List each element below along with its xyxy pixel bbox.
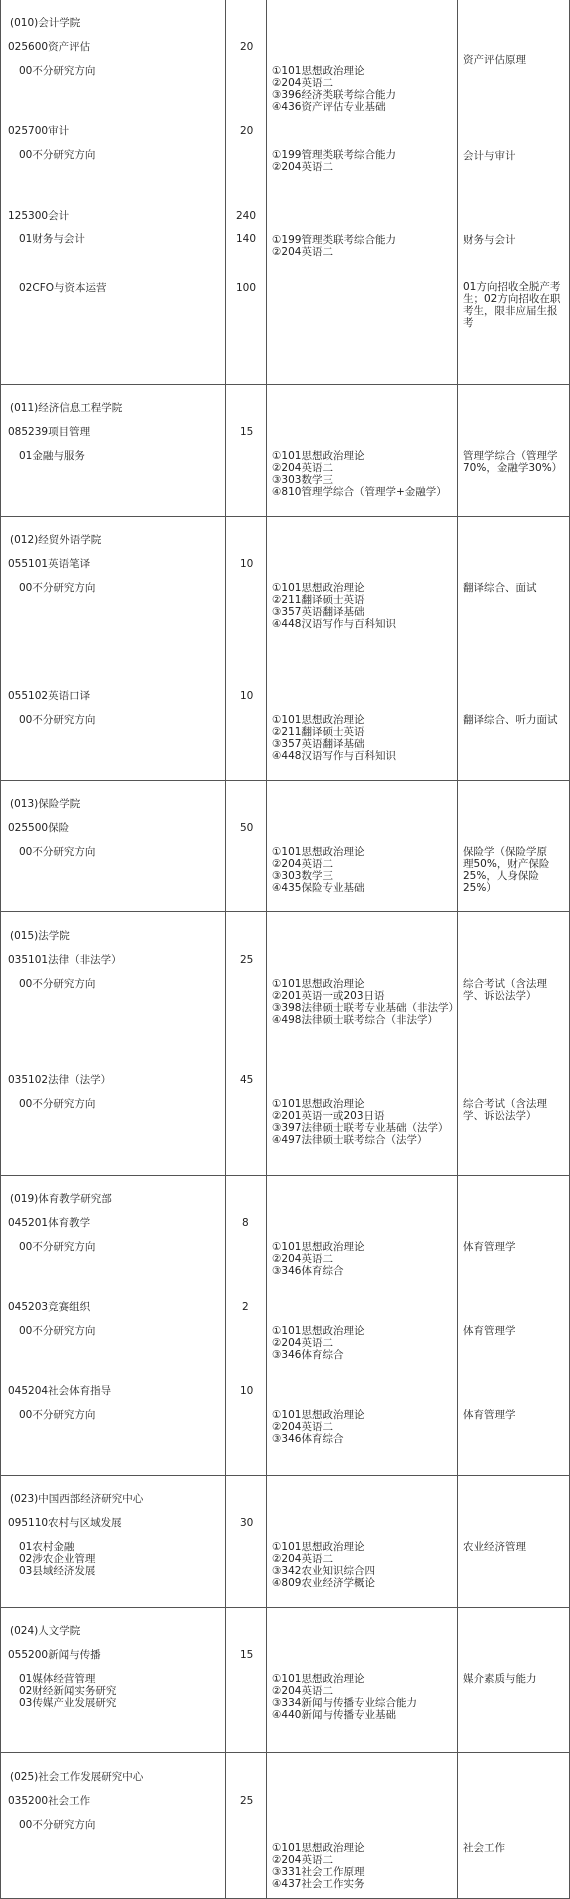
exam-subject: ①101思想政治理论: [272, 846, 365, 858]
section-divider: [0, 1475, 570, 1476]
research-direction: 00不分研究方向: [19, 1241, 96, 1253]
research-direction: 00不分研究方向: [19, 714, 96, 726]
quota: 15: [240, 1649, 254, 1661]
major-name: 055200新闻与传播: [8, 1649, 101, 1661]
exam-subject: ②204英语二: [272, 1553, 333, 1565]
retest-subject: 翻译综合、面试: [463, 582, 537, 594]
retest-subject: 体育管理学: [463, 1325, 516, 1337]
research-direction: 01媒体经营管理: [19, 1673, 96, 1685]
quota: 100: [236, 282, 257, 294]
exam-subject: ②201英语一或203日语: [272, 990, 385, 1002]
major-name: 035200社会工作: [8, 1795, 91, 1807]
quota: 240: [236, 210, 257, 222]
research-direction: 00不分研究方向: [19, 65, 96, 77]
exam-subject: ①199管理类联考综合能力: [272, 149, 396, 161]
exam-subject: ①101思想政治理论: [272, 1241, 365, 1253]
research-direction: 01财务与会计: [19, 233, 85, 245]
column-divider: [457, 0, 458, 1899]
retest-subject: 保险学（保险学原理50%，财产保险25%，人身保险25%）: [463, 846, 550, 894]
exam-subject: ③334新闻与传播专业综合能力: [272, 1697, 417, 1709]
research-direction: 00不分研究方向: [19, 1098, 96, 1110]
retest-subject: 农业经济管理: [463, 1541, 526, 1553]
retest-subject: 财务与会计: [463, 234, 516, 246]
retest-subject: 翻译综合、听力面试: [463, 714, 558, 726]
exam-subject: ③331社会工作原理: [272, 1866, 365, 1878]
exam-subject: ①101思想政治理论: [272, 582, 365, 594]
exam-subject: ②204英语二: [272, 1854, 333, 1866]
research-direction: 02涉农企业管理: [19, 1553, 96, 1565]
exam-subject: ③346体育综合: [272, 1265, 344, 1277]
exam-subject: ②204英语二: [272, 77, 333, 89]
retest-subject: 媒介素质与能力: [463, 1673, 537, 1685]
exam-subject: ②204英语二: [272, 858, 333, 870]
exam-subject: ②204英语二: [272, 1337, 333, 1349]
quota: 30: [240, 1517, 254, 1529]
exam-subject: ④809农业经济学概论: [272, 1577, 375, 1589]
exam-subject: ①101思想政治理论: [272, 978, 365, 990]
quota: 20: [240, 41, 254, 53]
section-divider: [0, 1607, 570, 1608]
exam-subject: ③396经济类联考综合能力: [272, 89, 396, 101]
research-direction: 00不分研究方向: [19, 978, 96, 990]
retest-subject: 体育管理学: [463, 1241, 516, 1253]
quota: 45: [240, 1074, 254, 1086]
column-divider: [225, 0, 226, 1899]
research-direction: 01金融与服务: [19, 450, 85, 462]
research-direction: 00不分研究方向: [19, 1409, 96, 1421]
major-name: 025700审计: [8, 125, 70, 137]
exam-subject: ②204英语二: [272, 1253, 333, 1265]
exam-subject: ④437社会工作实务: [272, 1878, 365, 1890]
retest-subject: 会计与审计: [463, 150, 516, 162]
retest-note: 01方向招收全脱产考生；02方向招收在职考生，限非应届生报考: [463, 281, 561, 329]
exam-subject: ②204英语二: [272, 1421, 333, 1433]
section-header: (019)体育教学研究部: [10, 1193, 112, 1205]
research-direction: 00不分研究方向: [19, 846, 96, 858]
exam-subject: ③398法律硕士联考专业基础（非法学）: [272, 1002, 459, 1014]
retest-subject: 社会工作: [463, 1842, 505, 1854]
exam-subject: ④435保险专业基础: [272, 882, 365, 894]
exam-subject: ④448汉语写作与百科知识: [272, 618, 396, 630]
quota: 25: [240, 1795, 254, 1807]
major-name: 125300会计: [8, 210, 70, 222]
quota: 25: [240, 954, 254, 966]
major-name: 095110农村与区域发展: [8, 1517, 122, 1529]
section-header: (012)经贸外语学院: [10, 534, 102, 546]
exam-subject: ③357英语翻译基础: [272, 738, 365, 750]
exam-subject: ①101思想政治理论: [272, 1409, 365, 1421]
research-direction: 00不分研究方向: [19, 149, 96, 161]
section-header: (010)会计学院: [10, 17, 81, 29]
exam-subject: ①101思想政治理论: [272, 1325, 365, 1337]
exam-subject: ④498法律硕士联考综合（非法学）: [272, 1014, 438, 1026]
exam-subject: ③346体育综合: [272, 1349, 344, 1361]
research-direction: 00不分研究方向: [19, 1325, 96, 1337]
exam-subject: ②204英语二: [272, 462, 333, 474]
exam-subject: ③397法律硕士联考专业基础（法学）: [272, 1122, 449, 1134]
research-direction: 00不分研究方向: [19, 582, 96, 594]
quota: 50: [240, 822, 254, 834]
major-name: 025500保险: [8, 822, 70, 834]
research-direction: 03县域经济发展: [19, 1565, 96, 1577]
quota: 10: [240, 690, 254, 702]
research-direction: 01农村金融: [19, 1541, 75, 1553]
retest-subject: 管理学综合（管理学70%，金融学30%）: [463, 450, 563, 474]
section-header: (011)经济信息工程学院: [10, 402, 123, 414]
exam-subject: ①101思想政治理论: [272, 1098, 365, 1110]
quota: 15: [240, 426, 254, 438]
exam-subject: ④497法律硕士联考综合（法学）: [272, 1134, 428, 1146]
section-divider: [0, 1175, 570, 1176]
major-name: 035101法律（非法学）: [8, 954, 122, 966]
quota: 140: [236, 233, 257, 245]
major-name: 025600资产评估: [8, 41, 91, 53]
exam-subject: ①101思想政治理论: [272, 1842, 365, 1854]
exam-subject: ③303数学三: [272, 474, 333, 486]
exam-subject: ③303数学三: [272, 870, 333, 882]
major-name: 055101英语笔译: [8, 558, 91, 570]
section-divider: [0, 384, 570, 385]
quota: 2: [242, 1301, 249, 1313]
retest-subject: 综合考试（含法理学、诉讼法学）: [463, 978, 547, 1002]
exam-subject: ②211翻译硕士英语: [272, 726, 365, 738]
research-direction: 03传媒产业发展研究: [19, 1697, 117, 1709]
exam-subject: ③357英语翻译基础: [272, 606, 365, 618]
exam-subject: ④436资产评估专业基础: [272, 101, 386, 113]
section-divider: [0, 911, 570, 912]
research-direction: 02CFO与资本运营: [19, 282, 107, 294]
section-header: (013)保险学院: [10, 798, 81, 810]
quota: 20: [240, 125, 254, 137]
retest-subject: 体育管理学: [463, 1409, 516, 1421]
exam-subject: ②204英语二: [272, 161, 333, 173]
exam-subject: ②211翻译硕士英语: [272, 594, 365, 606]
major-name: 055102英语口译: [8, 690, 91, 702]
exam-subject: ①199管理类联考综合能力: [272, 234, 396, 246]
quota: 10: [240, 1385, 254, 1397]
research-direction: 00不分研究方向: [19, 1819, 96, 1831]
section-header: (023)中国西部经济研究中心: [10, 1493, 144, 1505]
major-name: 045204社会体育指导: [8, 1385, 112, 1397]
retest-subject: 综合考试（含法理学、诉讼法学）: [463, 1098, 547, 1122]
section-divider: [0, 780, 570, 781]
exam-subject: ④440新闻与传播专业基础: [272, 1709, 396, 1721]
exam-subject: ③342农业知识综合四: [272, 1565, 375, 1577]
exam-subject: ①101思想政治理论: [272, 714, 365, 726]
column-divider: [266, 0, 267, 1899]
section-divider: [0, 1752, 570, 1753]
major-name: 085239项目管理: [8, 426, 91, 438]
exam-subject: ①101思想政治理论: [272, 65, 365, 77]
retest-subject: 资产评估原理: [463, 54, 526, 66]
quota: 8: [242, 1217, 249, 1229]
exam-subject: ④810管理学综合（管理学+金融学）: [272, 486, 447, 498]
exam-subject: ③346体育综合: [272, 1433, 344, 1445]
exam-subject: ①101思想政治理论: [272, 1541, 365, 1553]
exam-subject: ①101思想政治理论: [272, 1673, 365, 1685]
major-name: 045201体育教学: [8, 1217, 91, 1229]
exam-subject: ④448汉语写作与百科知识: [272, 750, 396, 762]
section-header: (024)人文学院: [10, 1625, 81, 1637]
exam-subject: ②204英语二: [272, 1685, 333, 1697]
exam-subject: ①101思想政治理论: [272, 450, 365, 462]
quota: 10: [240, 558, 254, 570]
section-divider: [0, 516, 570, 517]
major-name: 045203竞赛组织: [8, 1301, 91, 1313]
research-direction: 02财经新闻实务研究: [19, 1685, 117, 1697]
table-border-left: [0, 0, 1, 1899]
exam-subject: ②204英语二: [272, 246, 333, 258]
section-header: (015)法学院: [10, 930, 70, 942]
section-header: (025)社会工作发展研究中心: [10, 1771, 144, 1783]
major-name: 035102法律（法学）: [8, 1074, 112, 1086]
exam-subject: ②201英语一或203日语: [272, 1110, 385, 1122]
